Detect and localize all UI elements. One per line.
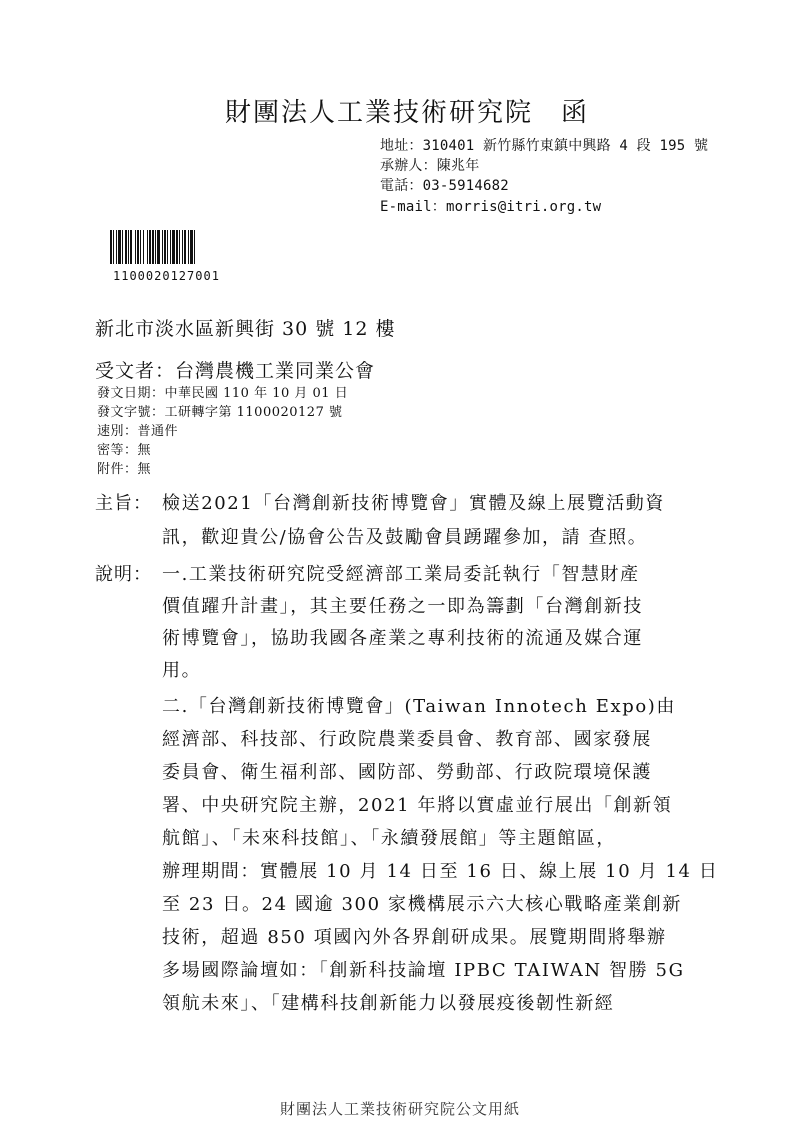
subject-line: 檢送2021「台灣創新技術博覽會」實體及線上展覽活動資 (162, 493, 666, 514)
barcode-bar (162, 230, 163, 264)
explanation-line: 至 23 日。24 國逾 300 家機構展示六大核心戰略產業創新 (162, 894, 682, 915)
explanation-line: 經濟部、科技部、行政院農業委員會、教育部、國家發展 (162, 729, 652, 750)
subject-label: 主旨： (95, 493, 152, 514)
org-name: 財團法人工業技術研究院 (225, 98, 534, 128)
barcode-bar (125, 230, 127, 264)
explanation-line: 術博覽會」，協助我國各產業之專利技術的流通及媒合運 (162, 628, 643, 649)
doc-type: 函 (561, 98, 590, 128)
sender-email: E-mail：morris@itri.org.tw (380, 199, 602, 215)
explanation-line: 署、中央研究院主辦，2021 年將以實虛並行展出「創新領 (162, 795, 673, 816)
barcode-bar (164, 230, 166, 264)
barcode-bar (190, 230, 193, 264)
barcode-bar (172, 230, 175, 264)
document-title (225, 92, 589, 129)
issue-date: 發文日期：中華民國 110 年 10 月 01 日 (97, 386, 349, 401)
barcode-number: 1100020127001 (113, 269, 220, 283)
barcode-bar (170, 230, 171, 264)
explanation-line: 一.工業技術研究院受經濟部工業局委託執行「智慧財產 (162, 564, 640, 585)
sender-address: 地址：310401 新竹縣竹東鎮中興路 4 段 195 號 (380, 138, 709, 154)
barcode-bar (140, 230, 141, 264)
barcode-bar (184, 230, 186, 264)
explanation-line: 辦理期間：實體展 10 月 14 日至 16 日、線上展 10 月 14 日 (162, 861, 719, 882)
speed-class: 速別：普通件 (97, 424, 179, 439)
explanation-line: 領航未來」、「建構科技創新能力以發展疫後韌性新經 (162, 993, 615, 1014)
barcode-bar (116, 230, 117, 264)
barcode-bar (194, 230, 195, 264)
recipient-address: 新北市淡水區新興街 30 號 12 樓 (95, 318, 396, 340)
barcode-bar (122, 230, 123, 264)
barcode-bar (155, 230, 156, 264)
explanation-label: 說明： (95, 564, 152, 585)
barcode-bar (167, 230, 168, 264)
barcode-bar (149, 230, 151, 264)
barcode (110, 230, 238, 264)
barcode-bar (152, 230, 154, 264)
doc-number: 發文字號：工研轉字第 1100020127 號 (97, 405, 343, 420)
barcode-bar (128, 230, 129, 264)
barcode-bar (179, 230, 180, 264)
footer-label: 財團法人工業技術研究院公文用紙 (279, 1100, 520, 1118)
attachment: 附件：無 (97, 462, 152, 477)
explanation-line: 技術，超過 850 項國內外各界創研成果。展覽期間將舉辦 (162, 927, 667, 948)
explanation-line: 價值躍升計畫」，其主要任務之一即為籌劃「台灣創新技 (162, 596, 643, 617)
secrecy-class: 密等：無 (97, 443, 152, 458)
barcode-bar (137, 230, 139, 264)
subject-line: 訊，歡迎貴公/協會公告及鼓勵會員踴躍參加，請 查照。 (162, 527, 648, 548)
barcode-bar (143, 230, 144, 264)
barcode-bar (110, 230, 112, 264)
barcode-bar (118, 230, 121, 264)
barcode-bar (182, 230, 183, 264)
sender-phone: 電話：03-5914682 (380, 178, 509, 194)
sender-contact: 承辦人：陳兆年 (380, 158, 480, 174)
barcode-bar (157, 230, 160, 264)
explanation-line: 多場國際論壇如：「創新科技論壇 IPBC TAIWAN 智勝 5G (162, 960, 685, 981)
explanation-line: 航館」、「未來科技館」、「永續發展館」等主題館區， (162, 828, 616, 849)
barcode-bar (113, 230, 114, 264)
recipient-name: 受文者：台灣農機工業同業公會 (95, 360, 376, 382)
barcode-bar (130, 230, 132, 264)
explanation-line: 用。 (162, 660, 202, 681)
barcode-bar (188, 230, 189, 264)
barcode-bar (176, 230, 178, 264)
barcode-bar (135, 230, 136, 264)
barcode-bar (147, 230, 148, 264)
explanation-line: 委員會、衛生福利部、國防部、勞動部、行政院環境保護 (162, 762, 652, 783)
explanation-line: 二.「台灣創新技術博覽會」(Taiwan Innotech Expo)由 (162, 696, 676, 717)
